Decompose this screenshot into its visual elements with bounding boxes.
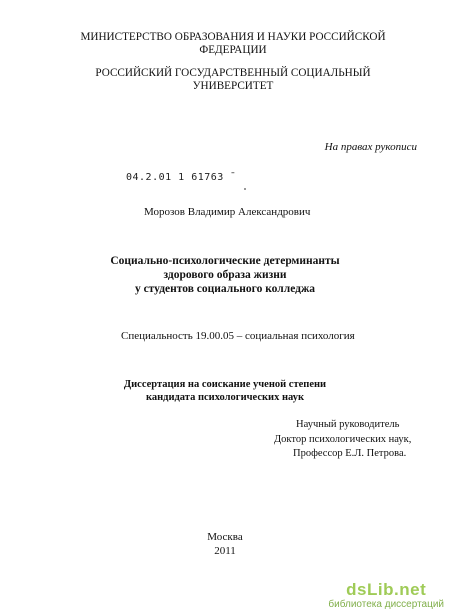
supervisor-block bbox=[274, 418, 412, 462]
city: Москва bbox=[207, 531, 243, 543]
supervisor-line-3: Профессор Е.Л. Петрова. bbox=[293, 448, 407, 459]
ink-dot bbox=[244, 188, 246, 190]
year: 2011 bbox=[214, 545, 236, 557]
watermark-brand: dsLib.net bbox=[346, 580, 427, 599]
watermark-subtitle: библиотека диссертаций bbox=[328, 599, 444, 610]
rights-note: На правах рукописи bbox=[324, 141, 417, 153]
university-line-1: РОССИЙСКИЙ ГОСУДАРСТВЕННЫЙ СОЦИАЛЬНЫЙ bbox=[95, 67, 371, 79]
supervisor-line-1: Научный руководитель bbox=[296, 419, 400, 430]
city-year bbox=[0, 530, 450, 558]
dissertation-title bbox=[0, 254, 450, 296]
degree-line-2: кандидата психологических наук bbox=[145, 392, 305, 403]
university-line-2: УНИВЕРСИТЕТ bbox=[192, 80, 274, 92]
degree-statement bbox=[0, 378, 450, 404]
dslib-watermark bbox=[328, 581, 444, 610]
ministry-line-1: МИНИСТЕРСТВО ОБРАЗОВАНИЯ И НАУКИ РОССИЙСКОЙ bbox=[80, 31, 386, 43]
ministry-line-2: ФЕДЕРАЦИИ bbox=[199, 44, 267, 56]
title-line-2: здорового образа жизни bbox=[163, 269, 287, 281]
specialty: Специальность 19.00.05 – социальная психология bbox=[121, 330, 355, 342]
title-line-1: Социально-психологические детерминанты bbox=[110, 255, 340, 267]
author-name: Морозов Владимир Александрович bbox=[144, 206, 311, 218]
registration-stamp: 04.2.01 1 61763 ̄ bbox=[126, 172, 231, 183]
ministry-header bbox=[18, 31, 448, 57]
university-header bbox=[18, 67, 448, 93]
degree-line-1: Диссертация на соискание ученой степени bbox=[123, 379, 327, 390]
supervisor-line-2: Доктор психологических наук, bbox=[274, 433, 412, 445]
title-line-3: у студентов социального колледжа bbox=[134, 283, 316, 295]
